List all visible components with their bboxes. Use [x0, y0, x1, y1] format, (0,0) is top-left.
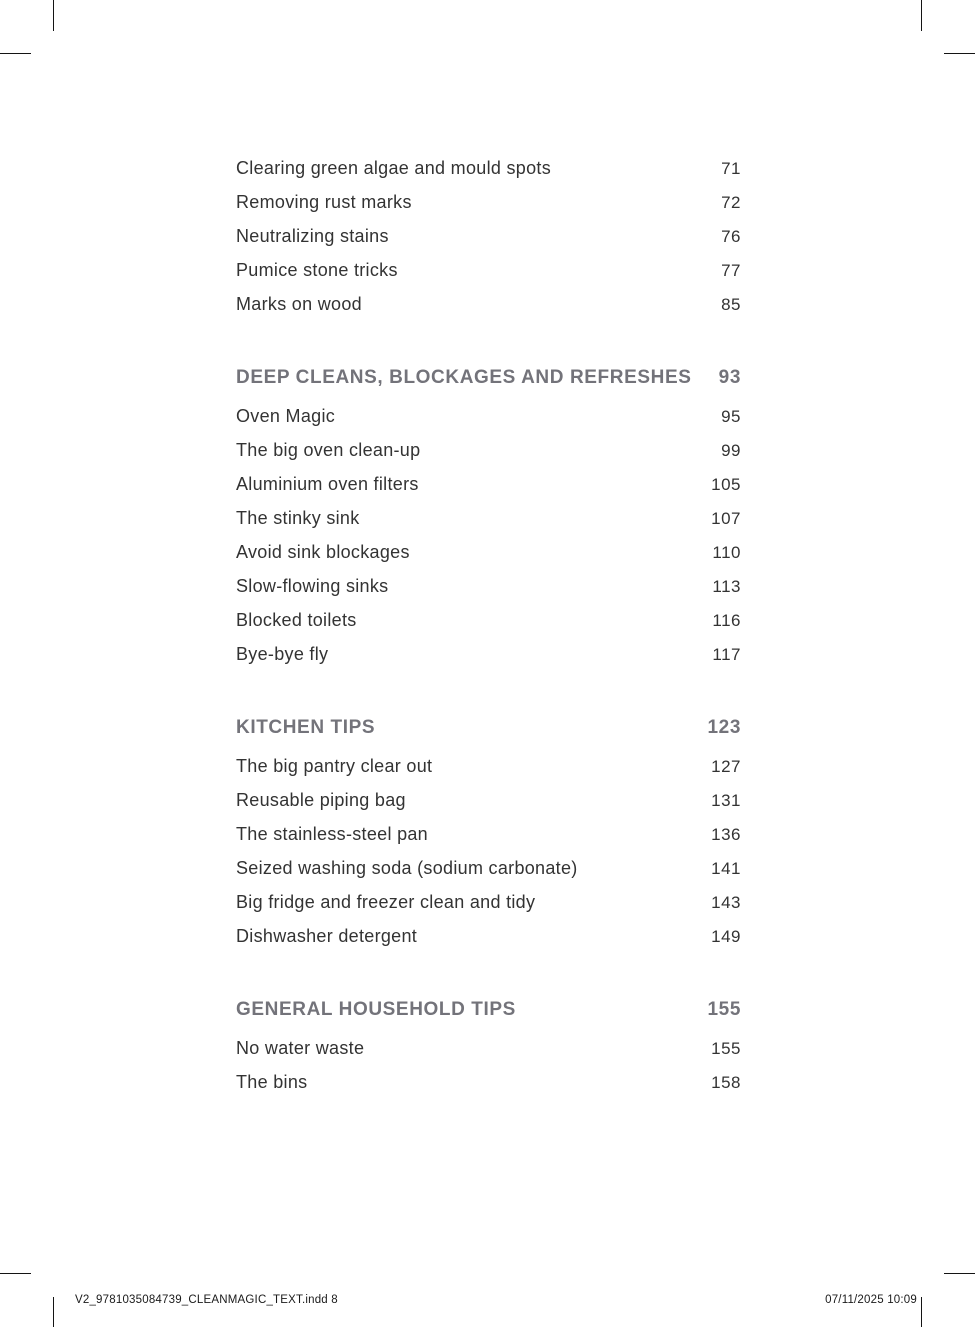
- toc-entry-page: 116: [712, 611, 741, 630]
- toc-entry-title: Aluminium oven filters: [236, 474, 419, 494]
- crop-mark-top-right-horizontal: [944, 53, 975, 54]
- toc-section-title: DEEP CLEANS, BLOCKAGES AND REFRESHES: [236, 367, 692, 388]
- toc-entry-title: Avoid sink blockages: [236, 542, 410, 562]
- toc-entry-title: The stinky sink: [236, 508, 360, 528]
- toc-entry-title: The stainless-steel pan: [236, 824, 428, 844]
- toc-section-title: GENERAL HOUSEHOLD TIPS: [236, 999, 516, 1020]
- toc-entry-title: The big pantry clear out: [236, 756, 433, 776]
- toc-entry-title: Neutralizing stains: [236, 226, 389, 246]
- toc-entry-page: 113: [712, 577, 741, 596]
- toc-entry-title: Bye-bye fly: [236, 644, 329, 664]
- toc-entry: [236, 919, 741, 953]
- toc-entry: [236, 501, 741, 535]
- toc-entry: [236, 219, 741, 253]
- toc-entry-page: 105: [711, 475, 741, 494]
- toc-entry-title: Dishwasher detergent: [236, 926, 418, 946]
- crop-mark-bottom-left-vertical: [53, 1297, 54, 1327]
- toc-section-title: KITCHEN TIPS: [236, 717, 376, 738]
- crop-mark-top-left-horizontal: [0, 53, 31, 54]
- toc-entry: [236, 433, 741, 467]
- toc-entry-page: 85: [721, 295, 741, 314]
- toc-entry: [236, 603, 741, 637]
- toc-entry: [236, 885, 741, 919]
- footer-filename: V2_9781035084739_CLEANMAGIC_TEXT.indd 8: [75, 1294, 338, 1306]
- toc-entry: [236, 467, 741, 501]
- toc-section-heading: [236, 993, 741, 1027]
- toc-entry-title: Reusable piping bag: [236, 790, 406, 810]
- footer-datetime: 07/11/2025 10:09: [825, 1294, 917, 1306]
- toc-entry-title: Marks on wood: [236, 294, 362, 314]
- toc-entry-page: 110: [712, 543, 741, 562]
- toc-entry-page: 149: [711, 927, 741, 946]
- toc-section-heading: [236, 711, 741, 745]
- toc-entry-page: 107: [711, 509, 741, 528]
- toc-entry-title: Seized washing soda (sodium carbonate): [236, 858, 578, 878]
- toc-entry-title: The big oven clean-up: [236, 440, 421, 460]
- toc-entry-page: 71: [721, 159, 741, 178]
- toc-entry-page: 95: [721, 407, 741, 426]
- toc-entry-title: Removing rust marks: [236, 192, 412, 212]
- toc-entry-page: 155: [711, 1039, 741, 1058]
- toc-entry: [236, 1031, 741, 1065]
- crop-mark-top-left-vertical: [53, 0, 54, 31]
- toc-entry: [236, 253, 741, 287]
- toc-section-page: 123: [707, 717, 741, 738]
- toc-entry-page: 76: [721, 227, 741, 246]
- toc-entry: [236, 637, 741, 671]
- toc-entry: [236, 569, 741, 603]
- toc-entry-page: 141: [711, 859, 741, 878]
- toc-entry: [236, 399, 741, 433]
- crop-mark-bottom-left-horizontal: [0, 1273, 31, 1274]
- toc-entry-page: 158: [711, 1073, 741, 1092]
- toc-entry-title: No water waste: [236, 1038, 365, 1058]
- toc-entry: [236, 783, 741, 817]
- toc-entry-title: Oven Magic: [236, 406, 336, 426]
- toc-entry: [236, 1065, 741, 1099]
- toc-entry-page: 127: [711, 757, 741, 776]
- toc-entry: [236, 185, 741, 219]
- toc-section-page: 155: [707, 999, 741, 1020]
- toc-entry-title: Big fridge and freezer clean and tidy: [236, 892, 536, 912]
- toc-entry-page: 143: [711, 893, 741, 912]
- toc-entry: [236, 287, 741, 321]
- toc-entry-page: 77: [721, 261, 741, 280]
- toc-entry-page: 72: [721, 193, 741, 212]
- toc-entry-page: 136: [711, 825, 741, 844]
- toc-entry-page: 99: [721, 441, 741, 460]
- toc-entry-page: 117: [712, 645, 741, 664]
- crop-mark-bottom-right-horizontal: [944, 1273, 975, 1274]
- toc-entry-title: The bins: [236, 1072, 308, 1092]
- toc-entry-title: Slow-flowing sinks: [236, 576, 389, 596]
- toc-entry-title: Blocked toilets: [236, 610, 357, 630]
- toc-entry-page: 131: [711, 791, 741, 810]
- crop-mark-bottom-right-vertical: [921, 1297, 922, 1327]
- crop-mark-top-right-vertical: [921, 0, 922, 31]
- toc-entry: [236, 535, 741, 569]
- table-of-contents: [236, 151, 741, 1099]
- toc-entry: [236, 851, 741, 885]
- toc-entry: [236, 817, 741, 851]
- toc-entry-title: Pumice stone tricks: [236, 260, 398, 280]
- toc-section-page: 93: [718, 367, 741, 388]
- toc-entry-title: Clearing green algae and mould spots: [236, 158, 551, 178]
- toc-entry: [236, 151, 741, 185]
- toc-entry: [236, 749, 741, 783]
- toc-section-heading: [236, 361, 741, 395]
